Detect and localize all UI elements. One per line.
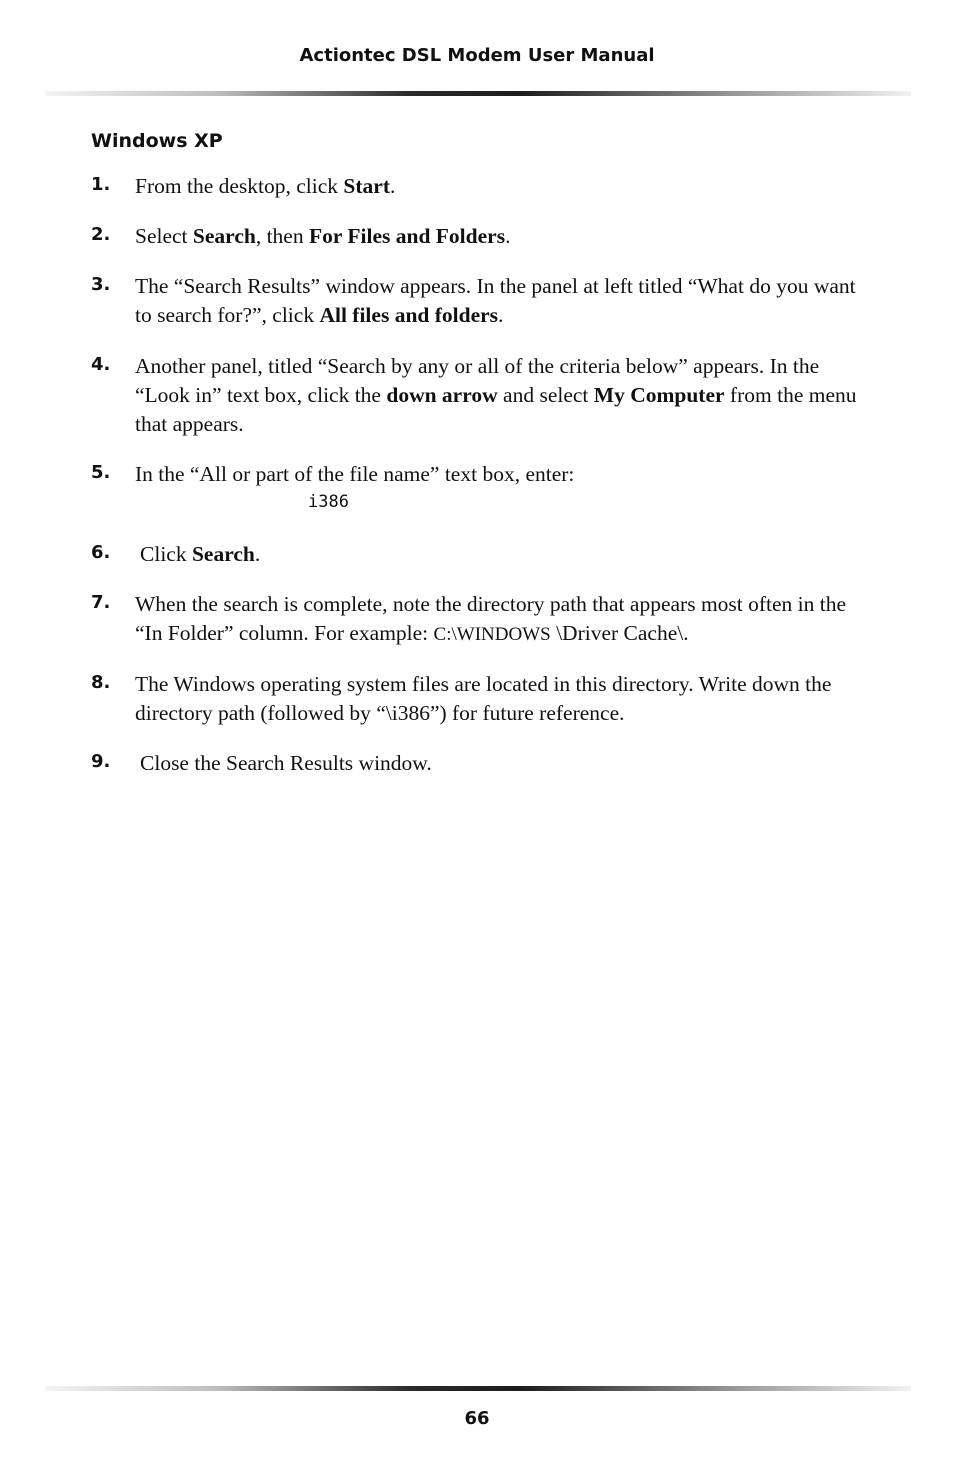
step-number: 3. xyxy=(91,274,111,295)
step-text: The “Search Results” window appears. In the panel at left titled “What do you want to search for?”, click All files and folders. xyxy=(135,274,856,327)
footer-rule xyxy=(45,1386,911,1391)
step-text: Close the Search Results window. xyxy=(140,751,432,775)
step-number: 8. xyxy=(91,672,111,693)
running-header: Actiontec DSL Modem User Manual xyxy=(299,45,655,66)
header-rule xyxy=(45,91,911,96)
code-sample: i386 xyxy=(308,492,349,512)
step-text: Click Search. xyxy=(140,542,261,566)
step-text: Another panel, titled “Search by any or all of the criteria below” appears. In the “Look in” text box, click the down arrow and select My Computer from the menu that appears. xyxy=(135,354,857,436)
step-number: 2. xyxy=(91,224,111,245)
step-number: 9. xyxy=(91,751,111,772)
page-number: 66 xyxy=(464,1408,490,1429)
step-number: 1. xyxy=(91,174,111,195)
path-example-folder: \Driver Cache\. xyxy=(550,621,689,645)
step-number: 6. xyxy=(91,542,111,563)
step-text: Select Search, then For Files and Folders. xyxy=(135,224,511,248)
step-text: From the desktop, click Start. xyxy=(135,174,396,198)
step-text: When the search is complete, note the directory path that appears most often in the “In Folder” column. For example: C:\WINDOWS \Driver Cache\. xyxy=(135,592,847,645)
step-text: In the “All or part of the file name” text box, enter: xyxy=(135,462,575,486)
step-number: 5. xyxy=(91,462,111,483)
path-example-drive: C:\WINDOWS xyxy=(433,624,551,645)
step-number: 4. xyxy=(91,354,111,375)
step-text: The Windows operating system files are located in this directory. Write down the directory path (followed by “\i386”) for future reference. xyxy=(135,672,832,725)
section-heading: Windows XP xyxy=(91,130,223,152)
step-number: 7. xyxy=(91,592,111,613)
